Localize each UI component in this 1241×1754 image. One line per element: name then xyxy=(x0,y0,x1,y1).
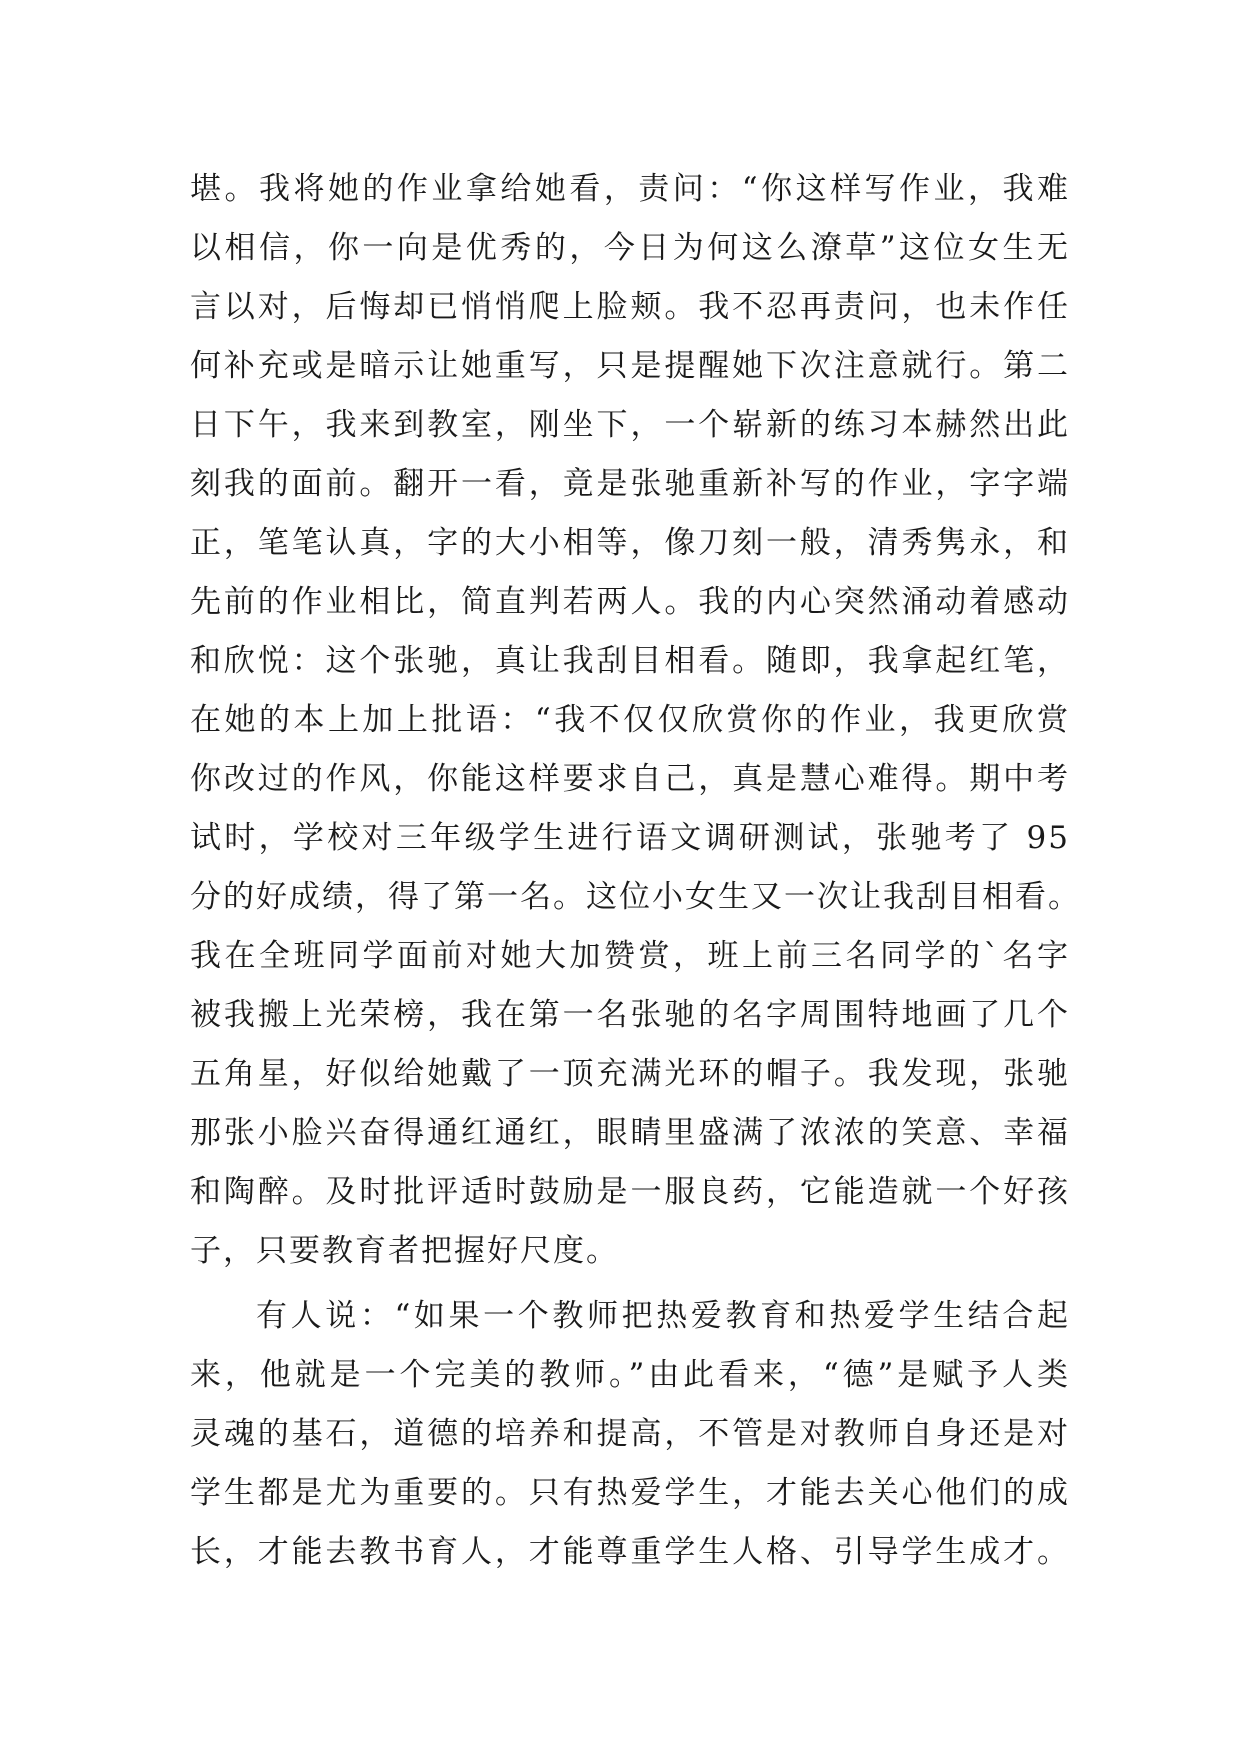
text-line: 试时，学校对三年级学生进行语文调研测试，张驰考了 95 xyxy=(190,820,1070,856)
paragraph-2 xyxy=(190,1287,1070,1582)
paragraph-1 xyxy=(190,160,1081,1281)
text-line: 和欣悦：这个张驰，真让我刮目相看。随即，我拿起红笔， xyxy=(190,643,1070,679)
text-line: 何补充或是暗示让她重写，只是提醒她下次注意就行。第二 xyxy=(190,348,1070,384)
text-line: 子，只要教育者把握好尺度。 xyxy=(190,1233,619,1269)
text-line: 先前的作业相比，简直判若两人。我的内心突然涌动着感动 xyxy=(190,584,1070,620)
text-line: 那张小脸兴奋得通红通红，眼睛里盛满了浓浓的笑意、幸福 xyxy=(190,1115,1070,1151)
text-line: 日下午，我来到教室，刚坐下，一个崭新的练习本赫然出此 xyxy=(190,407,1070,443)
text-line: 以相信，你一向是优秀的，今日为何这么潦草”这位女生无 xyxy=(190,230,1070,266)
text-line: 我在全班同学面前对她大加赞赏，班上前三名同学的`名字 xyxy=(190,938,1070,974)
text-line: 五角星，好似给她戴了一顶充满光环的帽子。我发现，张驰 xyxy=(190,1056,1070,1092)
text-line: 长，才能去教书育人，才能尊重学生人格、引导学生成才。 xyxy=(190,1534,1070,1570)
text-line: 分的好成绩，得了第一名。这位小女生又一次让我刮目相看。 xyxy=(190,879,1081,915)
text-line: 言以对，后悔却已悄悄爬上脸颊。我不忍再责问，也未作任 xyxy=(190,289,1070,325)
text-line: 你改过的作风，你能这样要求自己，真是慧心难得。期中考 xyxy=(190,761,1070,797)
text-line: 堪。我将她的作业拿给她看，责问：“你这样写作业，我难 xyxy=(190,171,1070,207)
text-line: 灵魂的基石，道德的培养和提高，不管是对教师自身还是对 xyxy=(190,1416,1070,1452)
text-line: 学生都是尤为重要的。只有热爱学生，才能去关心他们的成 xyxy=(190,1475,1070,1511)
text-line: 有人说：“如果一个教师把热爱教育和热爱学生结合起 xyxy=(256,1298,1070,1334)
document-body xyxy=(190,160,1081,1582)
text-line: 和陶醉。及时批评适时鼓励是一服良药，它能造就一个好孩 xyxy=(190,1174,1070,1210)
text-line: 在她的本上加上批语：“我不仅仅欣赏你的作业，我更欣赏 xyxy=(190,702,1070,738)
text-line: 被我搬上光荣榜，我在第一名张驰的名字周围特地画了几个 xyxy=(190,997,1070,1033)
text-line: 刻我的面前。翻开一看，竟是张驰重新补写的作业，字字端 xyxy=(190,466,1070,502)
text-line: 正，笔笔认真，字的大小相等，像刀刻一般，清秀隽永，和 xyxy=(190,525,1070,561)
text-line: 来，他就是一个完美的教师。”由此看来，“德”是赋予人类 xyxy=(190,1357,1070,1393)
